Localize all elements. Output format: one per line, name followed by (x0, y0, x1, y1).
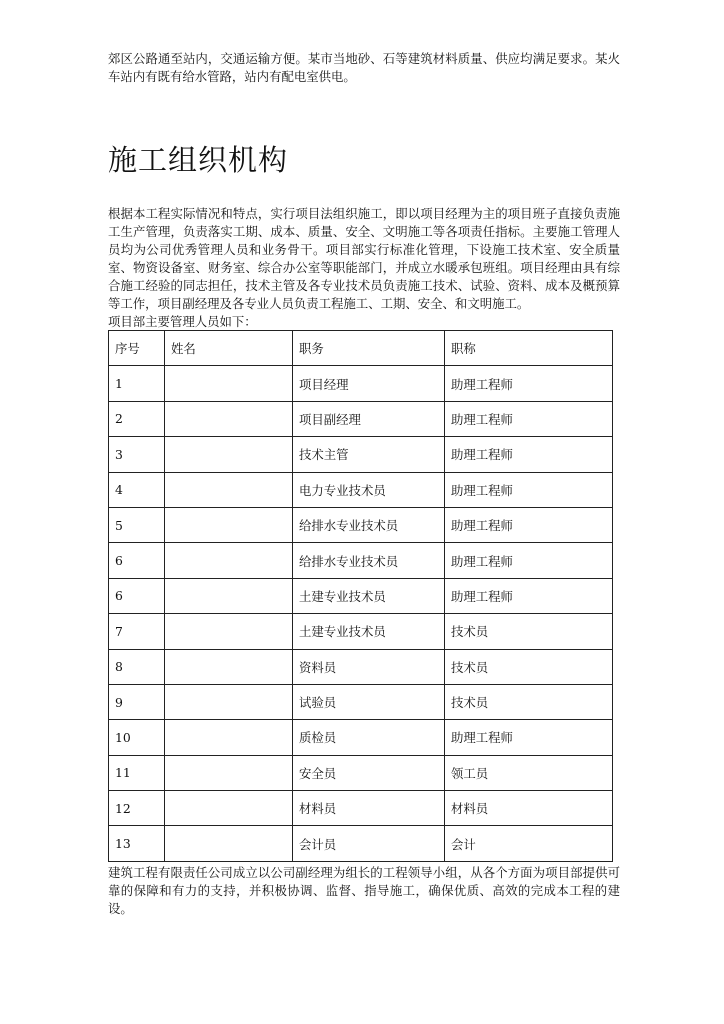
cell-title: 材料员 (445, 791, 613, 826)
body-paragraph: 根据本工程实际情况和特点，实行项目法组织施工，即以项目经理为主的项目班子直接负责施工生产管理，负责落实工期、成本、质量、安全、文明施工等各项责任指标。主要施工管理人员均为公司优秀管理人员和业务骨干。项目部实行标准化管理，下设施工技术室、安全质量室、物资设备室、财务室、综合办公室等职能部门，并成立水暖承包班组。项目经理由具有综合施工经验的同志担任，技术主管及各专业技术员负责施工技术、试验、资料、成本及概预算等工作，项目副经理及各专业人员负责工程施工、工期、安全、和文明施工。 (108, 206, 620, 311)
cell-no: 7 (109, 614, 165, 649)
table-row (109, 755, 613, 790)
cell-title: 助理工程师 (445, 437, 613, 472)
staff-table (108, 330, 613, 862)
table-row (109, 401, 613, 436)
cell-position: 安全员 (293, 755, 445, 790)
header-no: 序号 (109, 331, 165, 366)
cell-name (165, 755, 293, 790)
cell-no: 10 (109, 720, 165, 755)
table-row (109, 791, 613, 826)
cell-position: 材料员 (293, 791, 445, 826)
cell-name (165, 649, 293, 684)
table-row (109, 543, 613, 578)
section-heading: 施工组织机构 (108, 143, 289, 177)
table-header-row (109, 331, 613, 366)
cell-no: 6 (109, 543, 165, 578)
cell-title: 技术员 (445, 684, 613, 719)
cell-position: 质检员 (293, 720, 445, 755)
header-name: 姓名 (165, 331, 293, 366)
cell-name (165, 614, 293, 649)
cell-name (165, 366, 293, 401)
staff-table-body (109, 366, 613, 861)
cell-position: 给排水专业技术员 (293, 507, 445, 542)
cell-title: 助理工程师 (445, 720, 613, 755)
cell-position: 给排水专业技术员 (293, 543, 445, 578)
cell-no: 8 (109, 649, 165, 684)
cell-name (165, 401, 293, 436)
cell-no: 2 (109, 401, 165, 436)
cell-no: 5 (109, 507, 165, 542)
cell-position: 技术主管 (293, 437, 445, 472)
cell-name (165, 472, 293, 507)
cell-position: 项目经理 (293, 366, 445, 401)
table-row (109, 684, 613, 719)
cell-no: 4 (109, 472, 165, 507)
table-row (109, 472, 613, 507)
cell-position: 项目副经理 (293, 401, 445, 436)
cell-title: 技术员 (445, 649, 613, 684)
table-row (109, 507, 613, 542)
cell-name (165, 543, 293, 578)
cell-position: 试验员 (293, 684, 445, 719)
table-row (109, 649, 613, 684)
cell-position: 土建专业技术员 (293, 614, 445, 649)
cell-title: 会计 (445, 826, 613, 861)
cell-position: 土建专业技术员 (293, 578, 445, 613)
cell-position: 会计员 (293, 826, 445, 861)
document-page (108, 50, 620, 918)
cell-no: 6 (109, 578, 165, 613)
cell-no: 11 (109, 755, 165, 790)
cell-no: 9 (109, 684, 165, 719)
cell-no: 13 (109, 826, 165, 861)
table-row (109, 366, 613, 401)
cell-name (165, 437, 293, 472)
cell-title: 助理工程师 (445, 507, 613, 542)
table-row (109, 614, 613, 649)
cell-no: 3 (109, 437, 165, 472)
cell-name (165, 720, 293, 755)
header-title: 职称 (445, 331, 613, 366)
table-caption: 项目部主要管理人员如下： (108, 314, 257, 329)
intro-paragraph: 郊区公路通至站内，交通运输方便。某市当地砂、石等建筑材料质量、供应均满足要求。某火车站内有既有给水管路，站内有配电室供电。 (108, 51, 620, 84)
cell-name (165, 684, 293, 719)
cell-title: 技术员 (445, 614, 613, 649)
closing-paragraph: 建筑工程有限责任公司成立以公司副经理为组长的工程领导小组，从各个方面为项目部提供可靠的保障和有力的支持，并积极协调、监督、指导施工，确保优质、高效的完成本工程的建设。 (108, 864, 620, 916)
cell-name (165, 826, 293, 861)
cell-position: 资料员 (293, 649, 445, 684)
cell-title: 助理工程师 (445, 578, 613, 613)
table-row (109, 578, 613, 613)
table-row (109, 437, 613, 472)
cell-title: 助理工程师 (445, 366, 613, 401)
cell-position: 电力专业技术员 (293, 472, 445, 507)
cell-title: 助理工程师 (445, 401, 613, 436)
cell-name (165, 578, 293, 613)
cell-name (165, 507, 293, 542)
cell-no: 12 (109, 791, 165, 826)
header-position: 职务 (293, 331, 445, 366)
cell-title: 助理工程师 (445, 543, 613, 578)
cell-title: 领工员 (445, 755, 613, 790)
cell-no: 1 (109, 366, 165, 401)
table-row (109, 720, 613, 755)
cell-name (165, 791, 293, 826)
table-row (109, 826, 613, 861)
cell-title: 助理工程师 (445, 472, 613, 507)
